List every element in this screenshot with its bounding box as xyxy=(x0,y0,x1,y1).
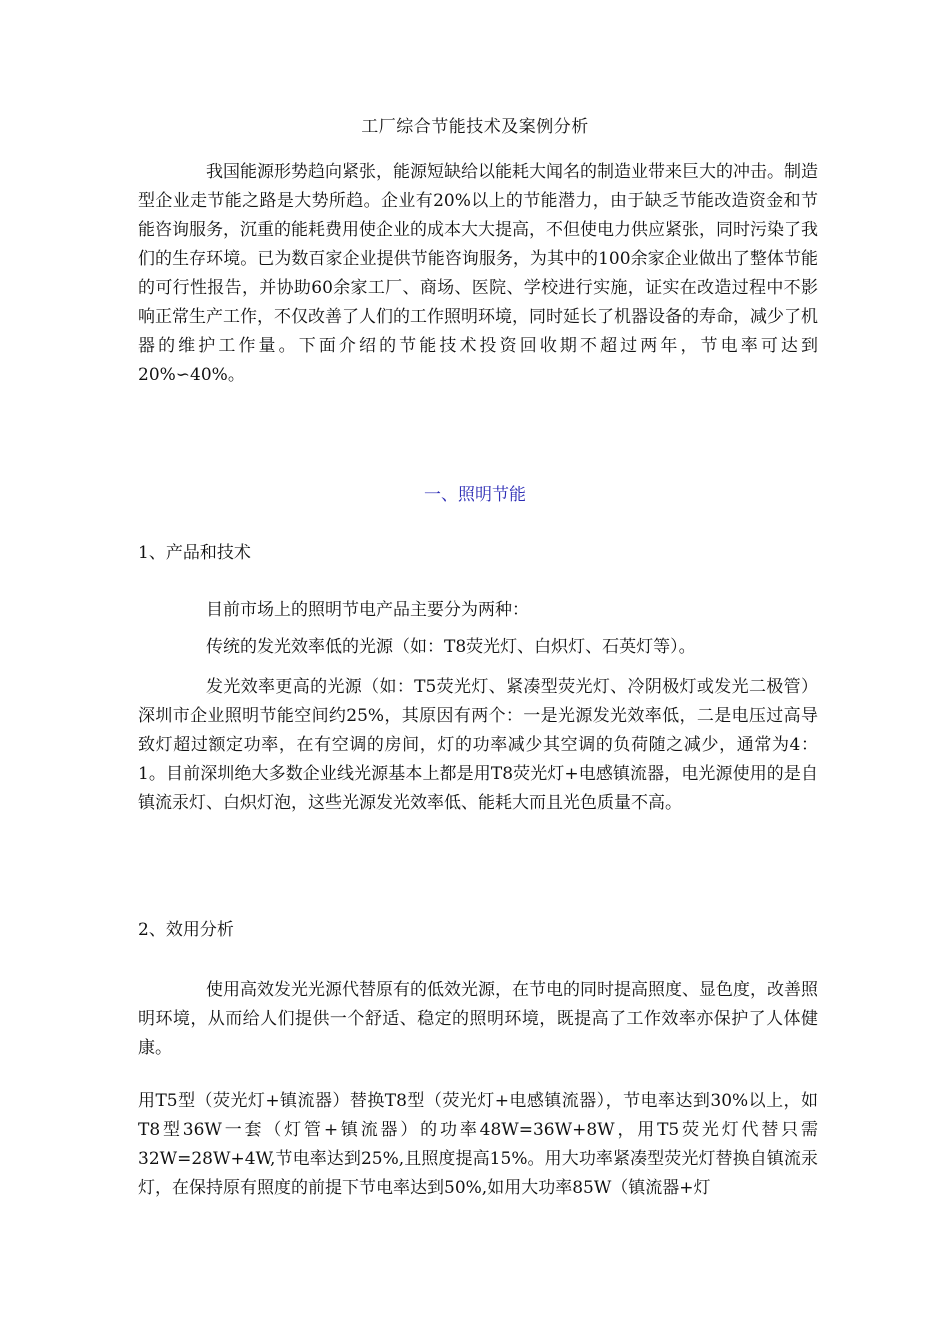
products-line-1: 目前市场上的照明节电产品主要分为两种： xyxy=(206,600,529,620)
subsection-heading-analysis: 2、效用分析 xyxy=(138,920,234,940)
products-line-2: 传统的发光效率低的光源（如：T8荧光灯、白炽灯、石英灯等）。 xyxy=(206,637,696,657)
document-title: 工厂综合节能技术及案例分析 xyxy=(361,117,589,137)
products-paragraph: 发光效率更高的光源（如：T5荧光灯、紧凑型荧光灯、冷阴极灯或发光二极管）深圳市企业照明节能空间约25%，其原因有两个：一是光源发光效率低，二是电压过高导致灯超过额定功率，在有空调的房间，灯的功率减少其空调的负荷随之减少，通常为4：1。目前深圳绝大多数企业线光源基本上都是用T8荧光灯+电感镇流器，电光源使用的是自镇流汞灯、白炽灯泡，这些光源发光效率低、能耗大而且光色质量不高。 xyxy=(138,677,818,813)
subsection-heading-products: 1、产品和技术 xyxy=(138,543,251,563)
analysis-paragraph-2: 用T5型（荧光灯+镇流器）替换T8型（荧光灯+电感镇流器），节电率达到30%以上，如T8型36W一套（灯管+镇流器）的功率48W=36W+8W，用T5荧光灯代替只需32W=28W+4W,节电率达到25%,且照度提高15%。用大功率紧凑型荧光灯替换自镇流汞灯，在保持原有照度的前提下节电率达到50%,如用大功率85W（镇流器+灯 xyxy=(138,1091,818,1198)
intro-paragraph: 我国能源形势趋向紧张，能源短缺给以能耗大闻名的制造业带来巨大的冲击。制造型企业走节能之路是大势所趋。企业有20%以上的节能潜力，由于缺乏节能改造资金和节能咨询服务，沉重的能耗费用使企业的成本大大提高，不但使电力供应紧张，同时污染了我们的生存环境。已为数百家企业提供节能咨询服务，为其中的100余家企业做出了整体节能的可行性报告，并协助60余家工厂、商场、医院、学校进行实施，证实在改造过程中不影响正常生产工作，不仅改善了人们的工作照明环境，同时延长了机器设备的寿命，减少了机器的维护工作量。下面介绍的节能技术投资回收期不超过两年，节电率可达到20%∽40%。 xyxy=(138,162,818,385)
section-heading-lighting: 一、照明节能 xyxy=(424,485,526,505)
analysis-paragraph-1: 使用高效发光光源代替原有的低效光源，在节电的同时提高照度、显色度，改善照明环境，从而给人们提供一个舒适、稳定的照明环境，既提高了工作效率亦保护了人体健康。 xyxy=(138,980,818,1058)
